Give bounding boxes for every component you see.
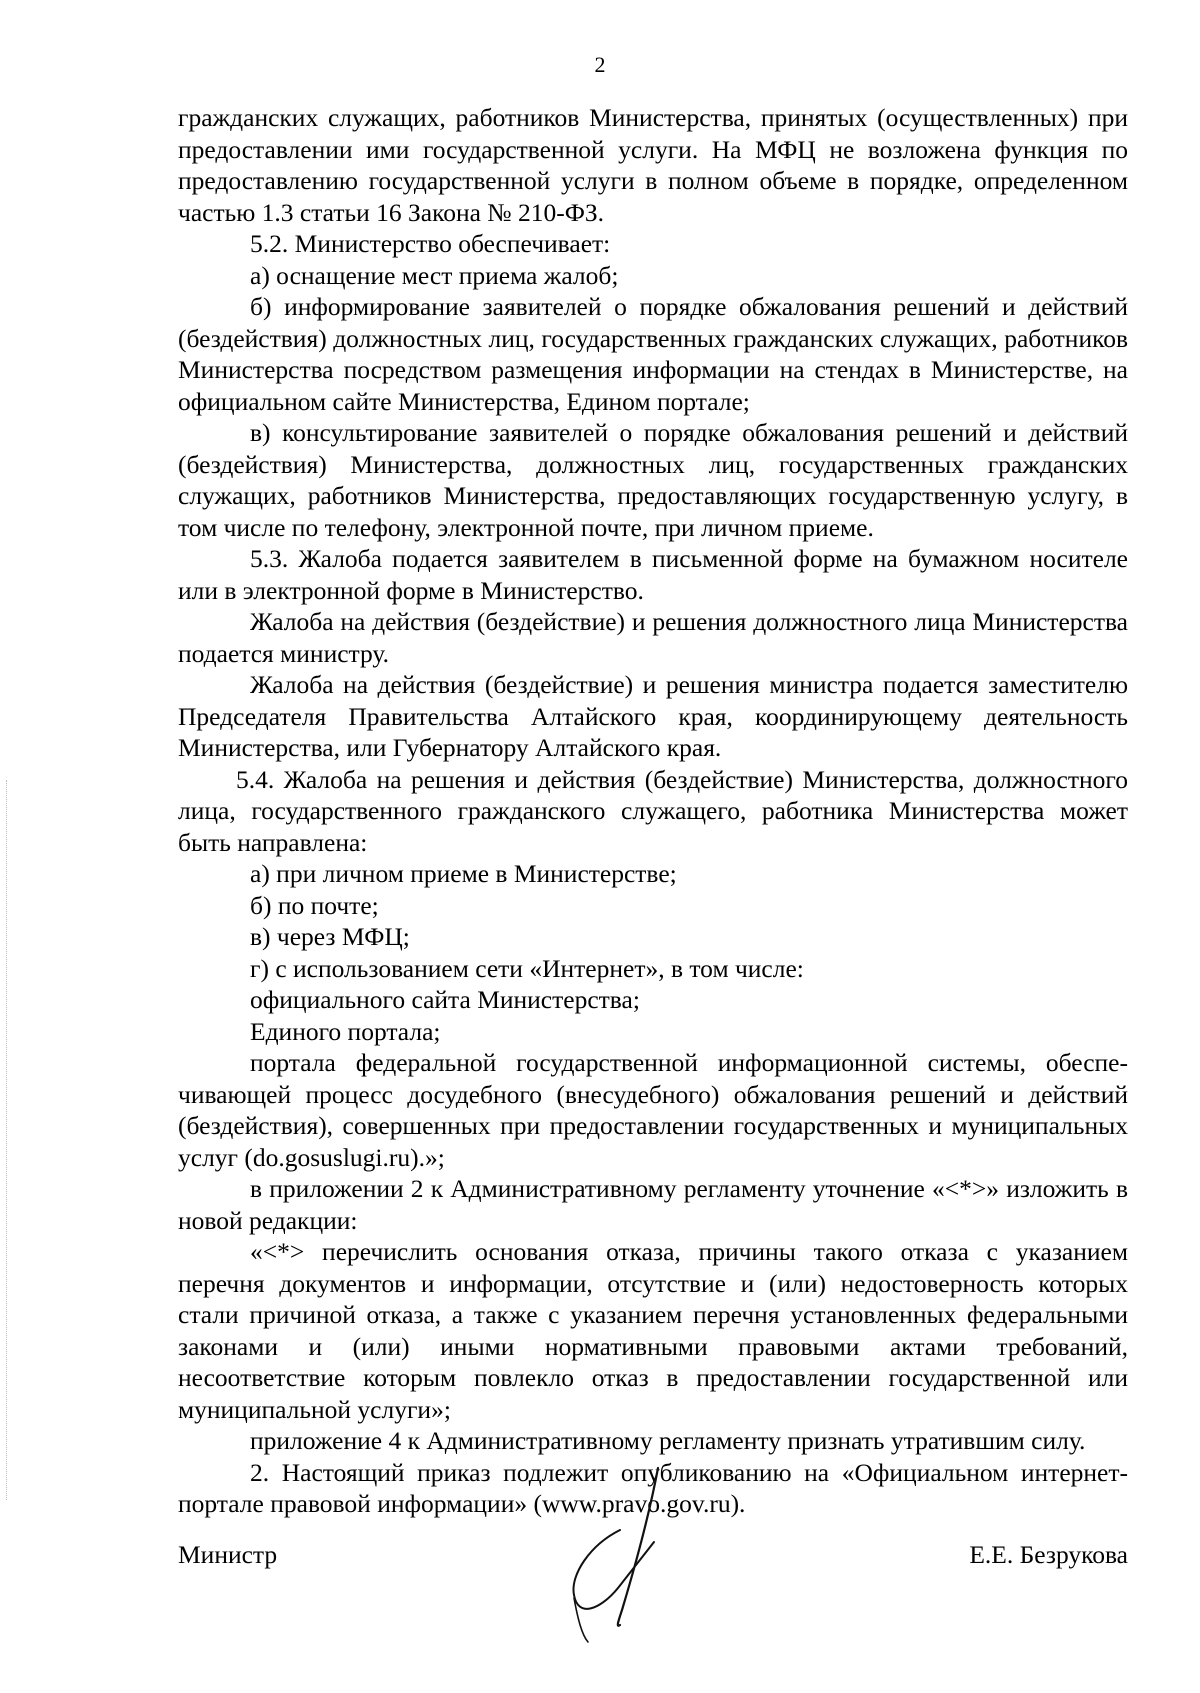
document-body [178, 102, 1128, 1520]
paragraph: «<*> перечислить основания отказа, причины такого отказа с указанием перечня документов и информации, отсутствие и (или) недостоверность которых стали причиной отказа, а также с указанием перечня установленных федеральными законами и (или) иными нормативными правовыми актами требований, несоответствие которым повлекло отказ в предоставлении государственной или муниципальной услуги»; [178, 1237, 1128, 1424]
paragraph: в приложении 2 к Административному регламенту уточнение «<*>» изложить в новой редакции: [178, 1174, 1128, 1235]
paragraph: 5.2. Министерство обеспечивает: [250, 229, 611, 258]
paragraph: 5.4. Жалоба на решения и действия (бездействие) Министерства, должностного лица, государственного гражданского служащего, работника Министерства может быть направлена: [178, 764, 1128, 857]
paragraph: официального сайта Министерства; [250, 985, 640, 1014]
paragraph: г) с использованием сети «Интернет», в том числе: [250, 953, 804, 983]
signatory-position: Министр [178, 1540, 278, 1569]
paragraph: Единого портала; [250, 1016, 441, 1046]
paragraph: 2. Настоящий приказ подлежит опубликованию на «Официальном интернет-портале правовой информации» (www.pravo.gov.ru). [178, 1457, 1128, 1518]
paragraph: б) информирование заявителей о порядке обжалования решений и действий (бездействия) должностных лиц, государственных гражданских служащих, работников Министерства посредством размещения информации на стендах в Министерстве, на официальном сайте Министерства, Едином портале; [178, 292, 1128, 416]
scan-edge-marks [6, 780, 9, 1500]
signature-block [178, 1540, 1128, 1580]
paragraph: в) через МФЦ; [250, 922, 410, 951]
paragraph: 5.3. Жалоба подается заявителем в письменной форме на бумажном носителе или в электронной форме в Министерство. [178, 544, 1128, 605]
paragraph: гражданских служащих, работников Министерства, принятых (осуществленных) при предоставлении ими государственной услуги. На МФЦ не возложена функция по предоставлению государственной услуги в полном объеме в порядке, определенном частью 1.3 статьи 16 Закона № 210-ФЗ. [178, 103, 1128, 227]
paragraph: а) оснащение мест приема жалоб; [250, 260, 619, 290]
paragraph: в) консультирование заявителей о порядке обжалования решений и действий (бездействия) Министерства, должностных лиц, государственных гражданских служащих, работников Министерства, предоставляющих государственную услугу, в том числе по телефону, электронной почте, при личном приеме. [178, 418, 1128, 542]
page-number: 2 [594, 52, 606, 77]
signatory-name: Е.Е. Безрукова [969, 1540, 1128, 1569]
paragraph: Жалоба на действия (бездействие) и решения должностного лица Министерства подается министру. [178, 607, 1128, 668]
paragraph: б) по почте; [250, 890, 379, 920]
paragraph: а) при личном приеме в Министерстве; [250, 859, 677, 888]
paragraph: приложение 4 к Административному регламенту признать утратившим силу. [250, 1426, 1086, 1455]
paragraph: Жалоба на действия (бездействие) и решения министра подается заместителю Председателя Правительства Алтайского края, координирующему деятельность Министерства, или Губернатору Алтайского края. [178, 670, 1128, 762]
paragraph: портала федеральной государственной информационной системы, обеспечивающей процесс досудебного (внесудебного) обжалования решений и действий (бездействия), совершенных при предоставлении государственных и муниципальных услуг (do.gosuslugi.ru).»; [178, 1048, 1128, 1172]
